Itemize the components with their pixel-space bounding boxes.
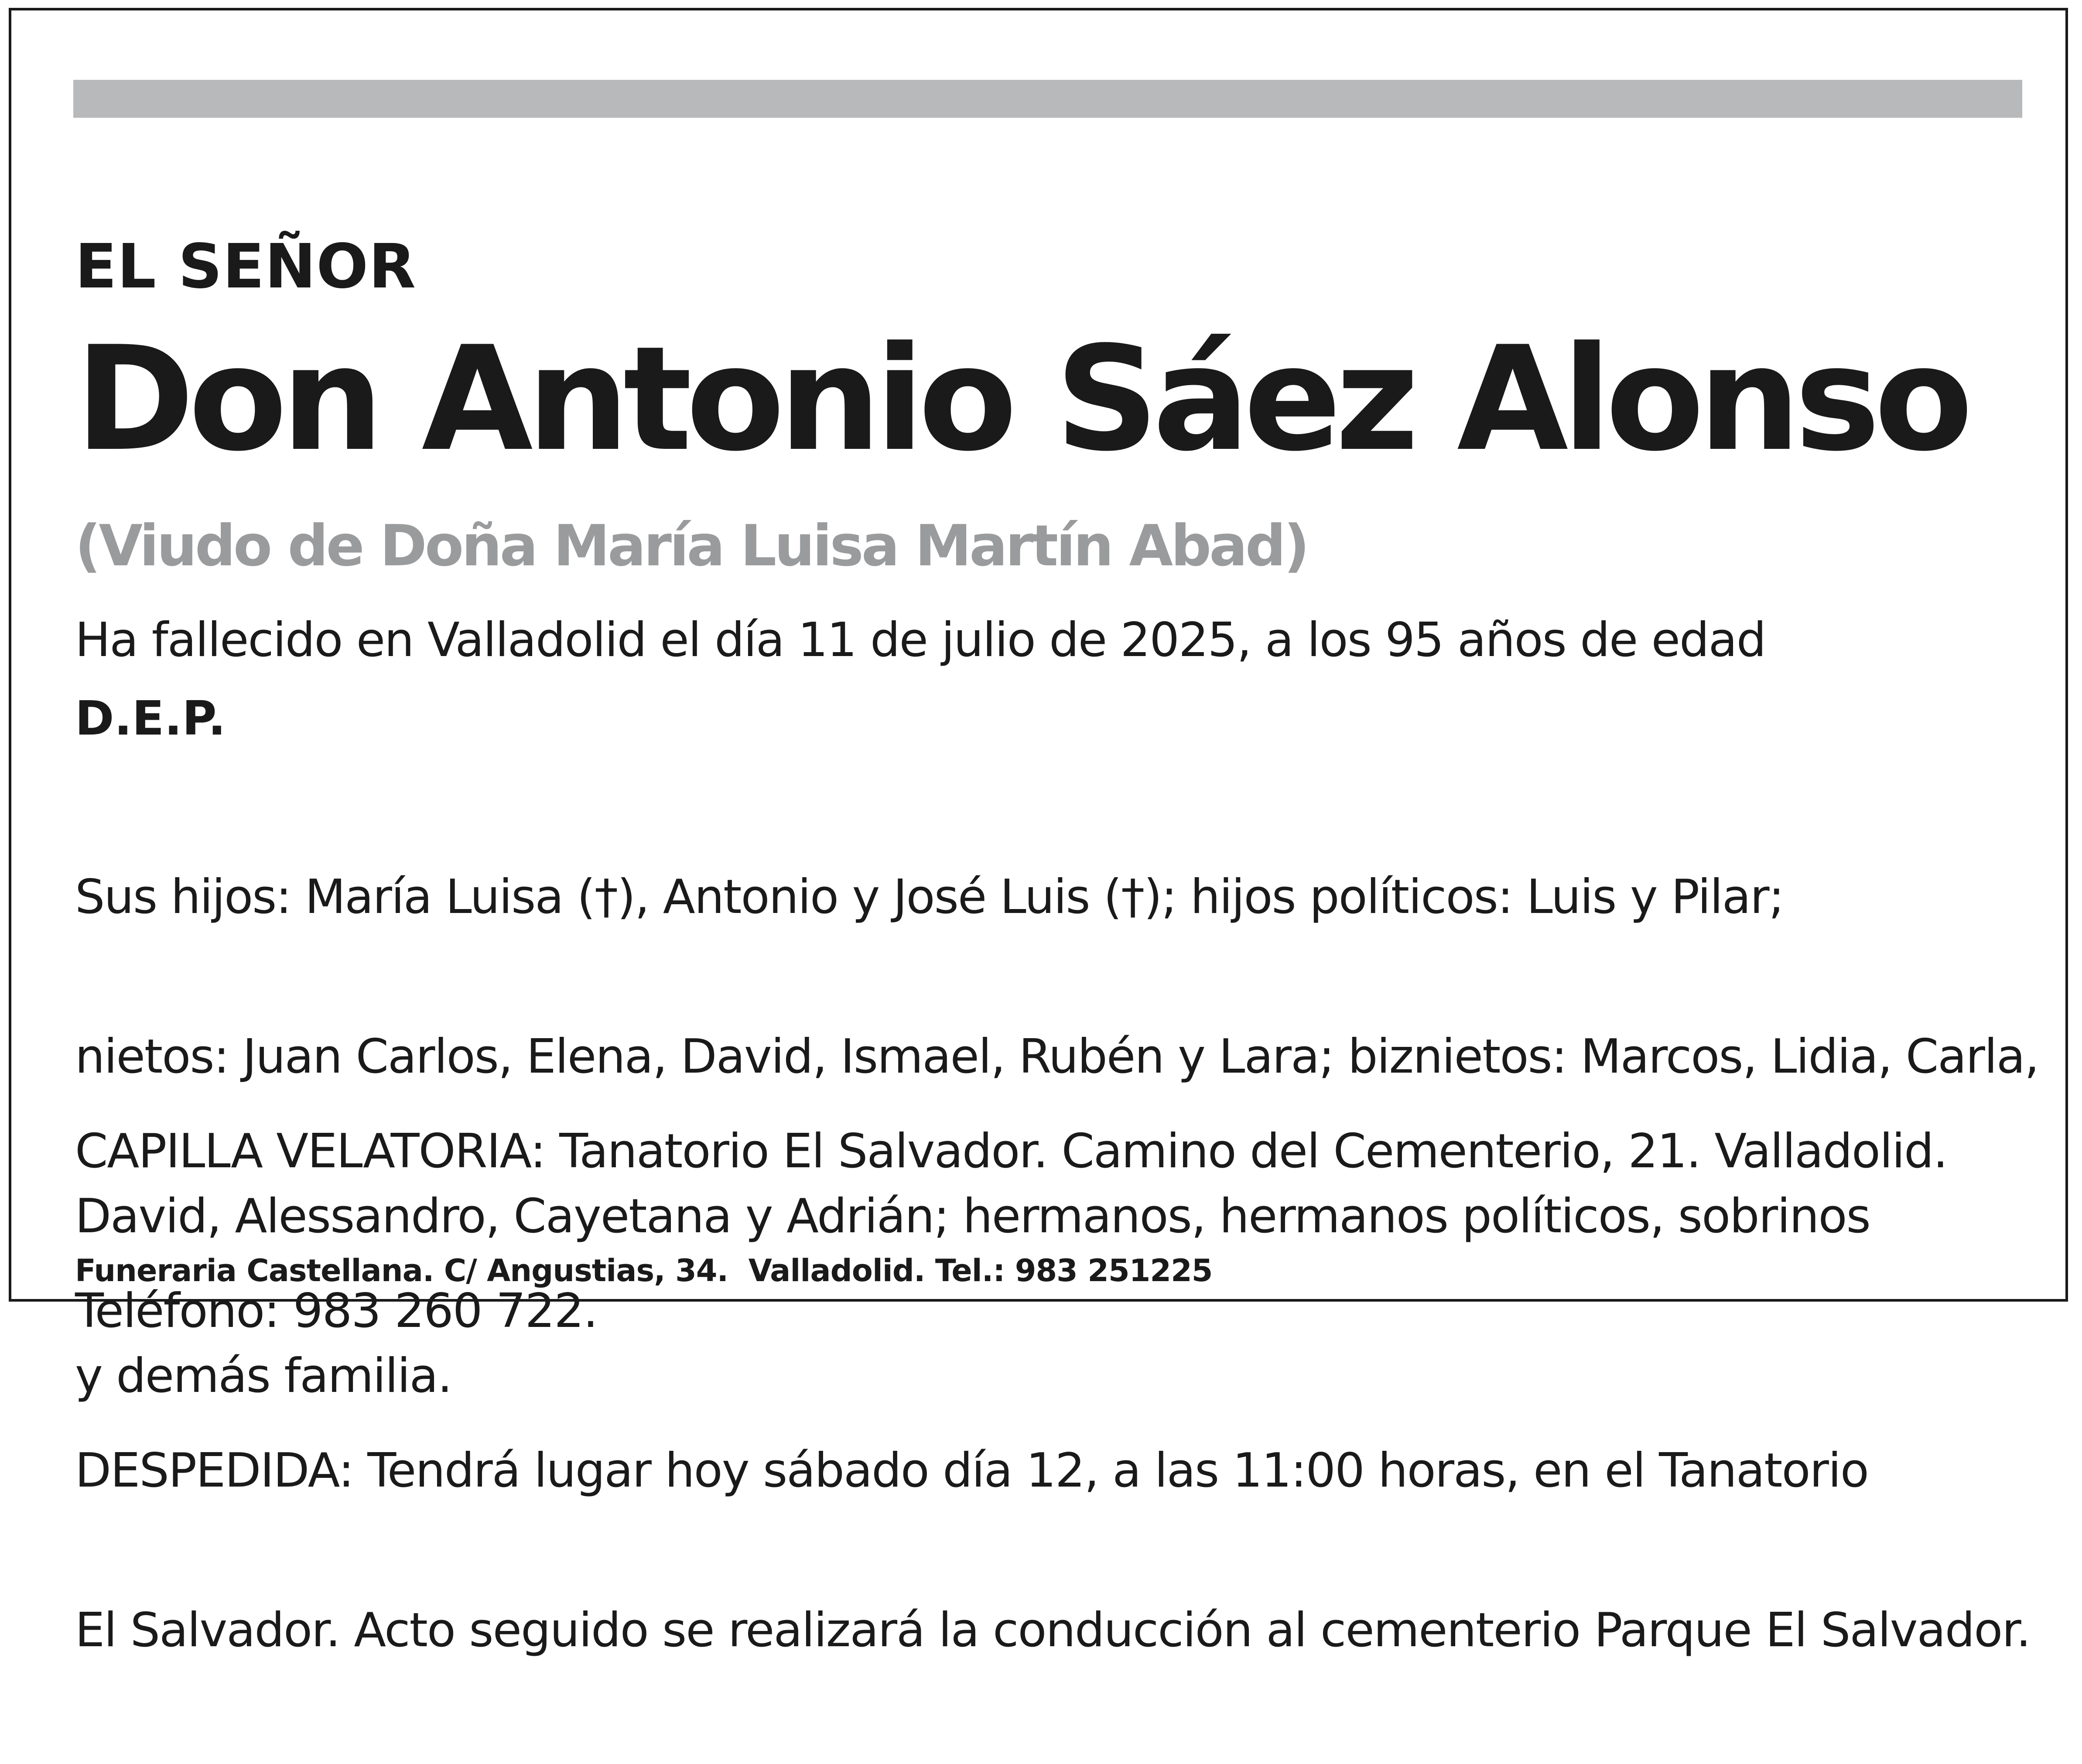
family-line: nietos: Juan Carlos, Elena, David, Ismael, Rubén y Lara; biznietos: Marcos, Lidia, Carla, [75, 1029, 2039, 1084]
funeral-home-footer: Funeraria Castellana. C/ Angustias, 34. Valladolid. Tel.: 983 251225 [75, 1253, 1213, 1289]
service-line: El Salvador. Acto seguido se realizará la conducción al cementerio Parque El Salvador. [75, 1603, 2031, 1658]
service-line: Teléfono: 983 260 722. [75, 1284, 598, 1338]
family-line: y demás familia. [75, 1349, 452, 1403]
death-notice: Ha fallecido en Valladolid el día 11 de julio de 2025, a los 95 años de edad [75, 613, 1766, 667]
rip-label: D.E.P. [75, 691, 226, 746]
family-line: Sus hijos: María Luisa (†), Antonio y José Luis (†); hijos políticos: Luis y Pilar; [75, 870, 1784, 924]
deceased-name: Don Antonio Sáez Alonso [75, 315, 1967, 483]
family-line: David, Alessandro, Cayetana y Adrián; hermanos, hermanos políticos, sobrinos [75, 1189, 1870, 1244]
services-block [75, 1019, 2030, 1764]
header-bar [73, 80, 2022, 118]
honorific: EL SEÑOR [75, 231, 417, 302]
service-line: CAPILLA VELATORIA: Tanatorio El Salvador. Camino del Cementerio, 21. Valladolid. [75, 1124, 1947, 1179]
widow-note: (Viudo de Doña María Luisa Martín Abad) [75, 513, 1308, 579]
service-line: DESPEDIDA: Tendrá lugar hoy sábado día 12, a las 11:00 horas, en el Tanatorio [75, 1443, 1868, 1498]
